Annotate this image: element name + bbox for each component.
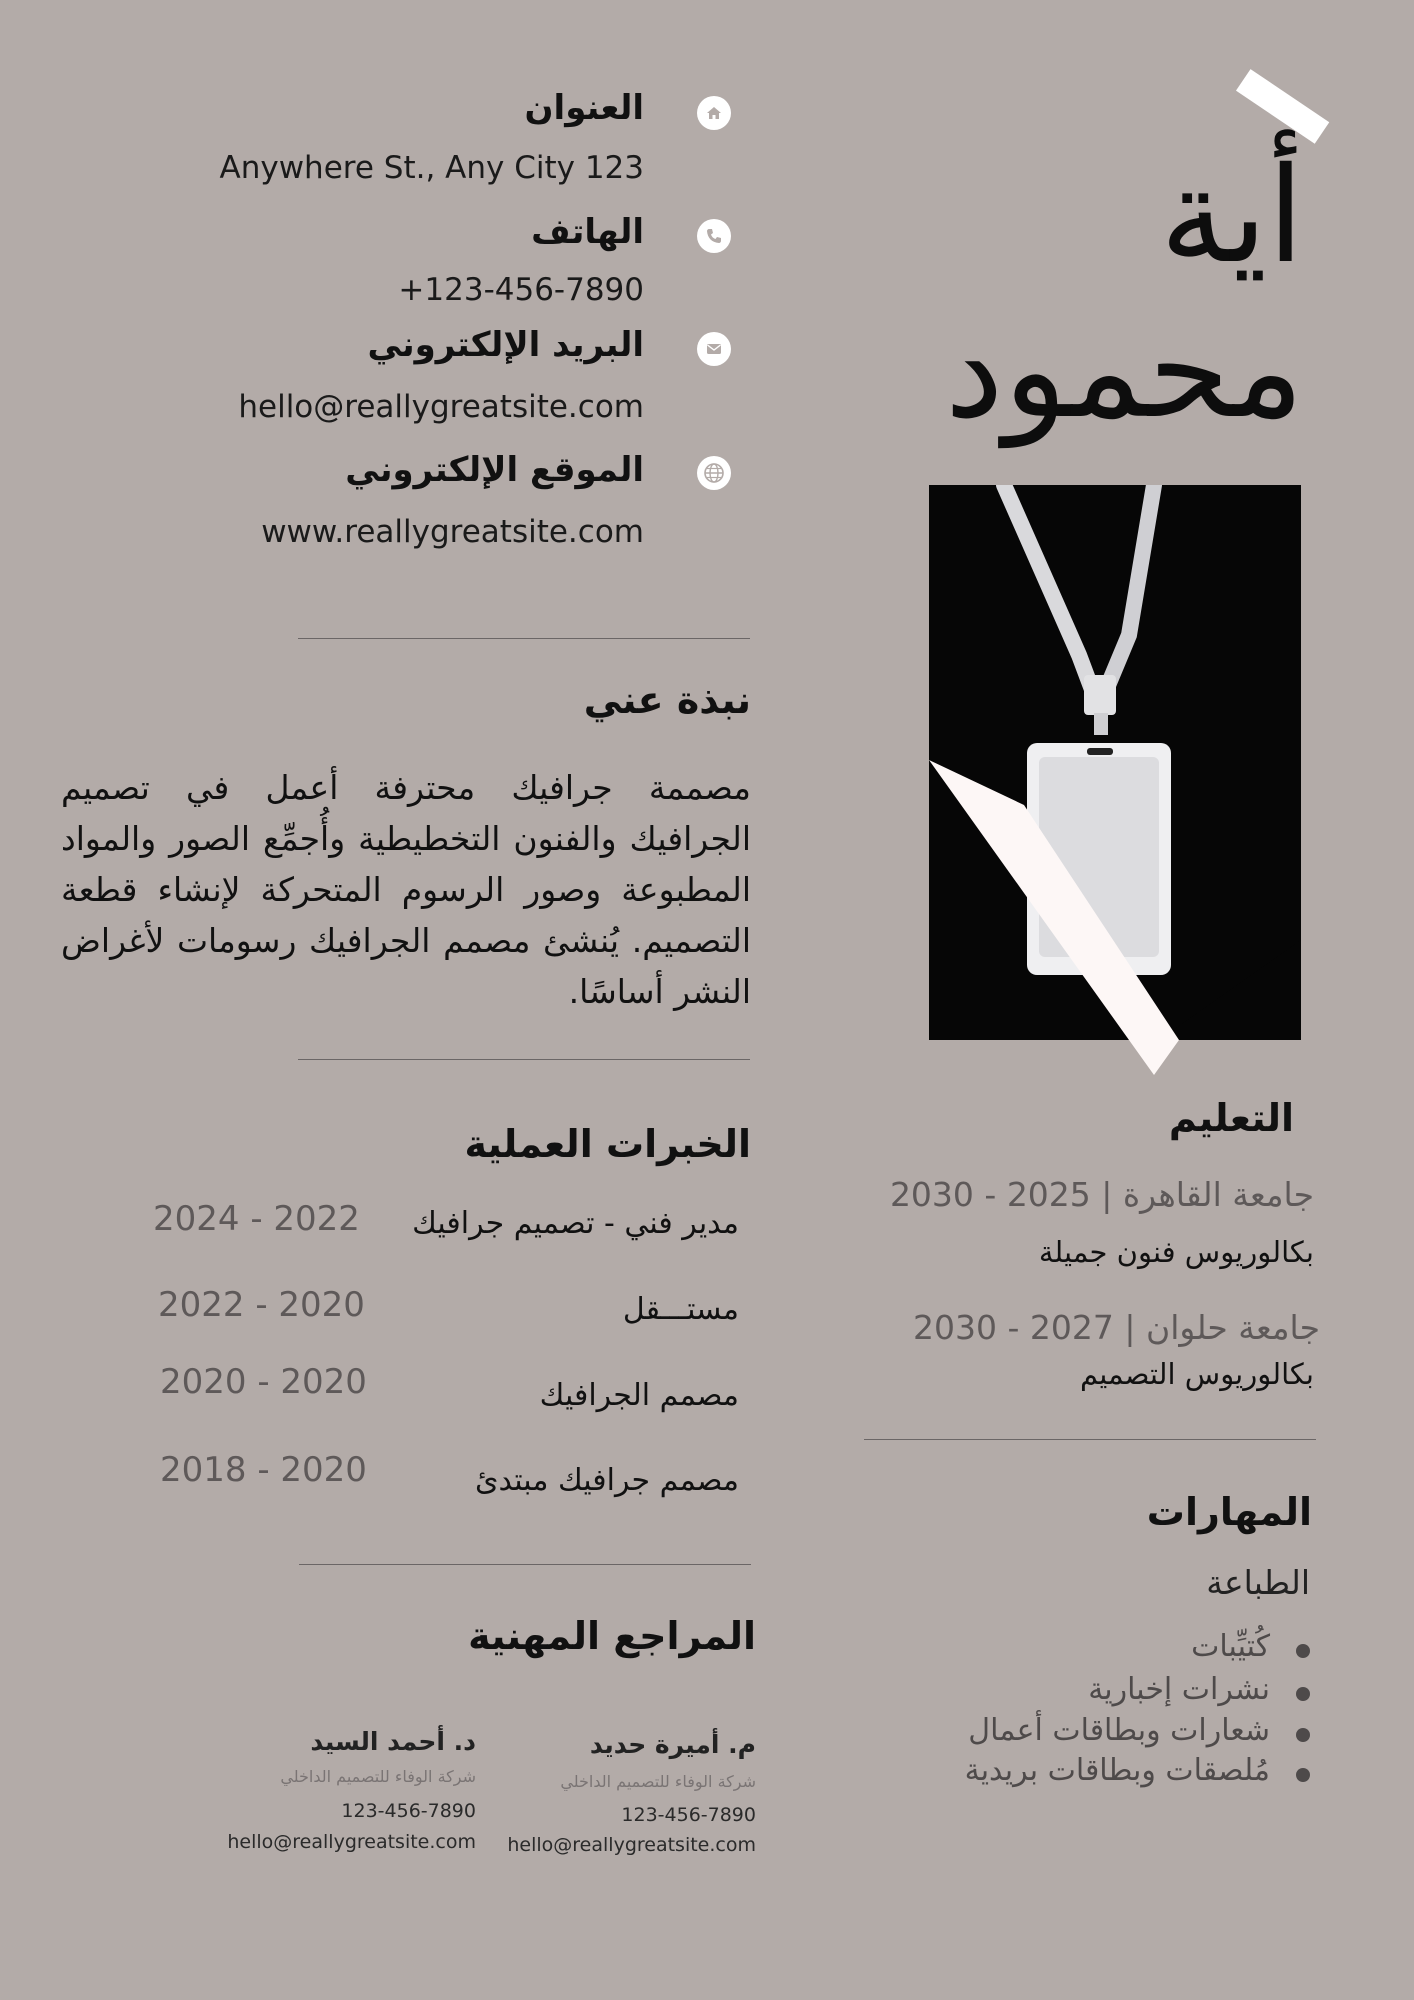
reference-phone: 123-456-7890 (341, 1800, 476, 1822)
reference-email[interactable]: hello@reallygreatsite.com (227, 1831, 476, 1853)
education-school: جامعة حلوان | 2027 - 2030 (913, 1308, 1320, 1347)
home-icon (697, 96, 731, 130)
divider (298, 638, 750, 639)
phone-icon (697, 219, 731, 253)
job-role: مستـــقل (622, 1292, 739, 1327)
email-icon (697, 332, 731, 366)
bullet-icon (1296, 1644, 1310, 1658)
skill-item: مُلصقات وبطاقات بريدية (964, 1753, 1270, 1788)
first-name: أية (1159, 139, 1304, 293)
divider (298, 1059, 750, 1060)
phone-value: +123-456-7890 (398, 272, 644, 308)
job-years: 2018 - 2020 (160, 1450, 367, 1490)
experience-title: الخبرات العملية (464, 1122, 751, 1166)
job-role: مصمم الجرافيك (539, 1378, 739, 1413)
reference-name: د. أحمد السيد (310, 1727, 476, 1756)
bullet-icon (1296, 1768, 1310, 1782)
reference-email[interactable]: hello@reallygreatsite.com (507, 1834, 756, 1856)
accent-stroke (1236, 69, 1329, 144)
website-value[interactable]: www.reallygreatsite.com (261, 514, 644, 550)
skill-item: شعارات وبطاقات أعمال (968, 1713, 1270, 1748)
email-value[interactable]: hello@reallygreatsite.com (238, 389, 644, 425)
skill-item: كُتيِّبات (1191, 1629, 1270, 1664)
bullet-icon (1296, 1728, 1310, 1742)
skill-item: نشرات إخبارية (1088, 1672, 1270, 1707)
skills-title: المهارات (1146, 1490, 1312, 1534)
job-years: 2022 - 2020 (158, 1285, 365, 1325)
reference-name: م. أميرة حديد (589, 1730, 756, 1759)
job-years: 2024 - 2022 (153, 1199, 360, 1239)
accent-shard (929, 485, 1301, 1075)
education-title: التعليم (1168, 1096, 1294, 1140)
references-title: المراجع المهنية (468, 1614, 756, 1658)
address-value: Anywhere St., Any City 123 (219, 150, 644, 186)
education-degree: بكالوريوس التصميم (1079, 1357, 1314, 1391)
education-school: جامعة القاهرة | 2025 - 2030 (889, 1175, 1314, 1214)
globe-icon (697, 456, 731, 490)
last-name: محمود (944, 294, 1304, 448)
reference-company: شركة الوفاء للتصميم الداخلي (280, 1767, 476, 1786)
job-years: 2020 - 2020 (160, 1362, 367, 1402)
job-role: مصمم جرافيك مبتدئ (475, 1463, 739, 1498)
website-label: الموقع الإلكتروني (345, 450, 644, 490)
job-role: مدير فني - تصميم جرافيك (412, 1206, 739, 1241)
about-text: مصممة جرافيك محترفة أعمل في تصميم الجرافيك والفنون التخطيطية وأُجمِّع الصور والمواد المطبوعة وصور الرسوم المتحركة لإنشاء قطعة التصميم. يُنشئ مصمم الجرافيك رسومات لأغراض النشر أساسًا. (61, 768, 751, 1011)
phone-label: الهاتف (531, 212, 644, 252)
address-label: العنوان (524, 88, 644, 128)
divider (864, 1439, 1316, 1440)
about-title: نبذة عني (583, 678, 751, 722)
email-label: البريد الإلكتروني (367, 325, 644, 365)
reference-company: شركة الوفاء للتصميم الداخلي (560, 1772, 756, 1791)
reference-phone: 123-456-7890 (621, 1804, 756, 1826)
bullet-icon (1296, 1687, 1310, 1701)
education-degree: بكالوريوس فنون جميلة (1038, 1235, 1314, 1269)
divider (299, 1564, 751, 1565)
skills-subtitle: الطباعة (1206, 1563, 1310, 1602)
